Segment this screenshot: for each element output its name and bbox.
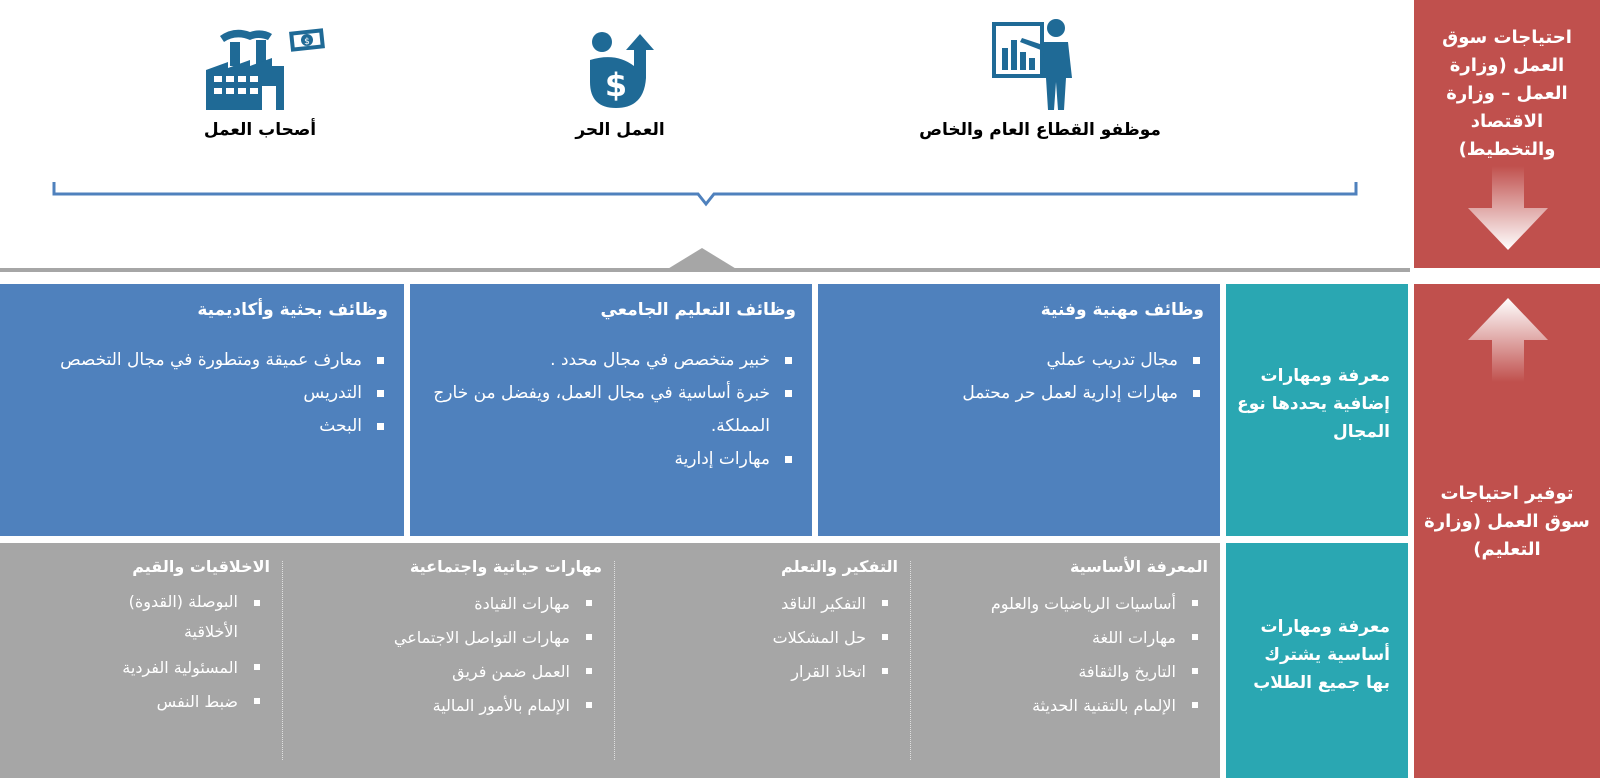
- job-box-vocational: [818, 284, 1220, 536]
- list-item: البحث: [34, 410, 388, 443]
- list-item: ضبط النفس: [88, 685, 270, 719]
- list-item: العمل ضمن فريق: [290, 655, 602, 689]
- group-label-employers: أصحاب العمل: [203, 120, 317, 140]
- list-item: مهارات القيادة: [290, 587, 602, 621]
- list-item: التدريس: [34, 377, 388, 410]
- list-item: التاريخ والثقافة: [918, 655, 1208, 689]
- column-divider: [282, 561, 283, 760]
- job-box-title: وظائف بحثية وأكاديمية: [197, 300, 388, 320]
- list-item: الإلمام بالأمور المالية: [290, 689, 602, 723]
- list-item: معارف عميقة ومتطورة في مجال التخصص: [34, 344, 388, 377]
- labor-market-needs-text: احتياجات سوق العمل (وزارة العمل – وزارة الاقتصاد والتخطيط): [1442, 27, 1572, 160]
- grouping-bracket: [50, 180, 1370, 216]
- dollar-person-growth-icon: [586, 30, 656, 110]
- job-box-research: [0, 284, 404, 536]
- skill-column-basic-knowledge: [910, 543, 1220, 778]
- skill-column-title: الاخلاقيات والقيم: [132, 557, 270, 576]
- list-item: مهارات إدارية: [424, 443, 796, 476]
- factory-money-icon: [204, 24, 328, 110]
- list-item: خبرة أساسية في مجال العمل، ويفضل من خارج المملكة.: [424, 377, 796, 443]
- education-supply-panel: [1414, 284, 1600, 778]
- arrow-up-icon: [1468, 298, 1548, 382]
- core-skills-panel: [0, 543, 1220, 778]
- skill-column-title: مهارات حياتية واجتماعية: [409, 557, 602, 576]
- job-box-university: [410, 284, 812, 536]
- list-item: مهارات اللغة: [918, 621, 1208, 655]
- svg-text:$: $: [304, 37, 310, 47]
- skill-column-ethics: [80, 543, 282, 778]
- upper-row-label: معرفة ومهارات إضافية يحددها نوع المجال: [1237, 366, 1390, 442]
- skill-column-title: المعرفة الأساسية: [1069, 557, 1208, 576]
- list-item: البوصلة (القدوة) الأخلاقية: [88, 587, 270, 647]
- list-item: اتخاذ القرار: [622, 655, 898, 689]
- labor-market-needs-panel: [1414, 0, 1600, 268]
- list-item: حل المشكلات: [622, 621, 898, 655]
- upper-row-label-panel: [1226, 284, 1408, 536]
- arrow-down-icon: [1468, 166, 1548, 250]
- section-divider: [0, 246, 1410, 274]
- list-item: مهارات إدارية لعمل حر محتمل: [832, 377, 1204, 410]
- lower-row-label: معرفة ومهارات أساسية يشترك بها جميع الطلاب: [1253, 617, 1390, 693]
- skill-column-thinking: [614, 543, 910, 778]
- list-item: أساسيات الرياضيات والعلوم: [918, 587, 1208, 621]
- list-item: مجال تدريب عملي: [832, 344, 1204, 377]
- group-label-employees: موظفو القطاع العام والخاص: [919, 120, 1161, 140]
- list-item: التفكير الناقد: [622, 587, 898, 621]
- list-item: الإلمام بالتقنية الحديثة: [918, 689, 1208, 723]
- list-item: المسئولية الفردية: [88, 651, 270, 685]
- presenter-chart-icon: [992, 18, 1082, 110]
- list-item: خبير متخصص في مجال محدد .: [424, 344, 796, 377]
- education-supply-text: توفير احتياجات سوق العمل (وزارة التعليم): [1424, 483, 1590, 560]
- svg-text:$: $: [604, 66, 628, 104]
- job-box-title: وظائف التعليم الجامعي: [600, 300, 796, 320]
- skill-column-life-social: [282, 543, 614, 778]
- group-label-freelance: العمل الحر: [575, 120, 665, 140]
- column-divider: [614, 561, 615, 760]
- list-item: مهارات التواصل الاجتماعي: [290, 621, 602, 655]
- job-box-title: وظائف مهنية وفنية: [1040, 300, 1204, 320]
- lower-row-label-panel: [1226, 543, 1408, 778]
- column-divider: [910, 561, 911, 760]
- skill-column-title: التفكير والتعلم: [781, 557, 898, 576]
